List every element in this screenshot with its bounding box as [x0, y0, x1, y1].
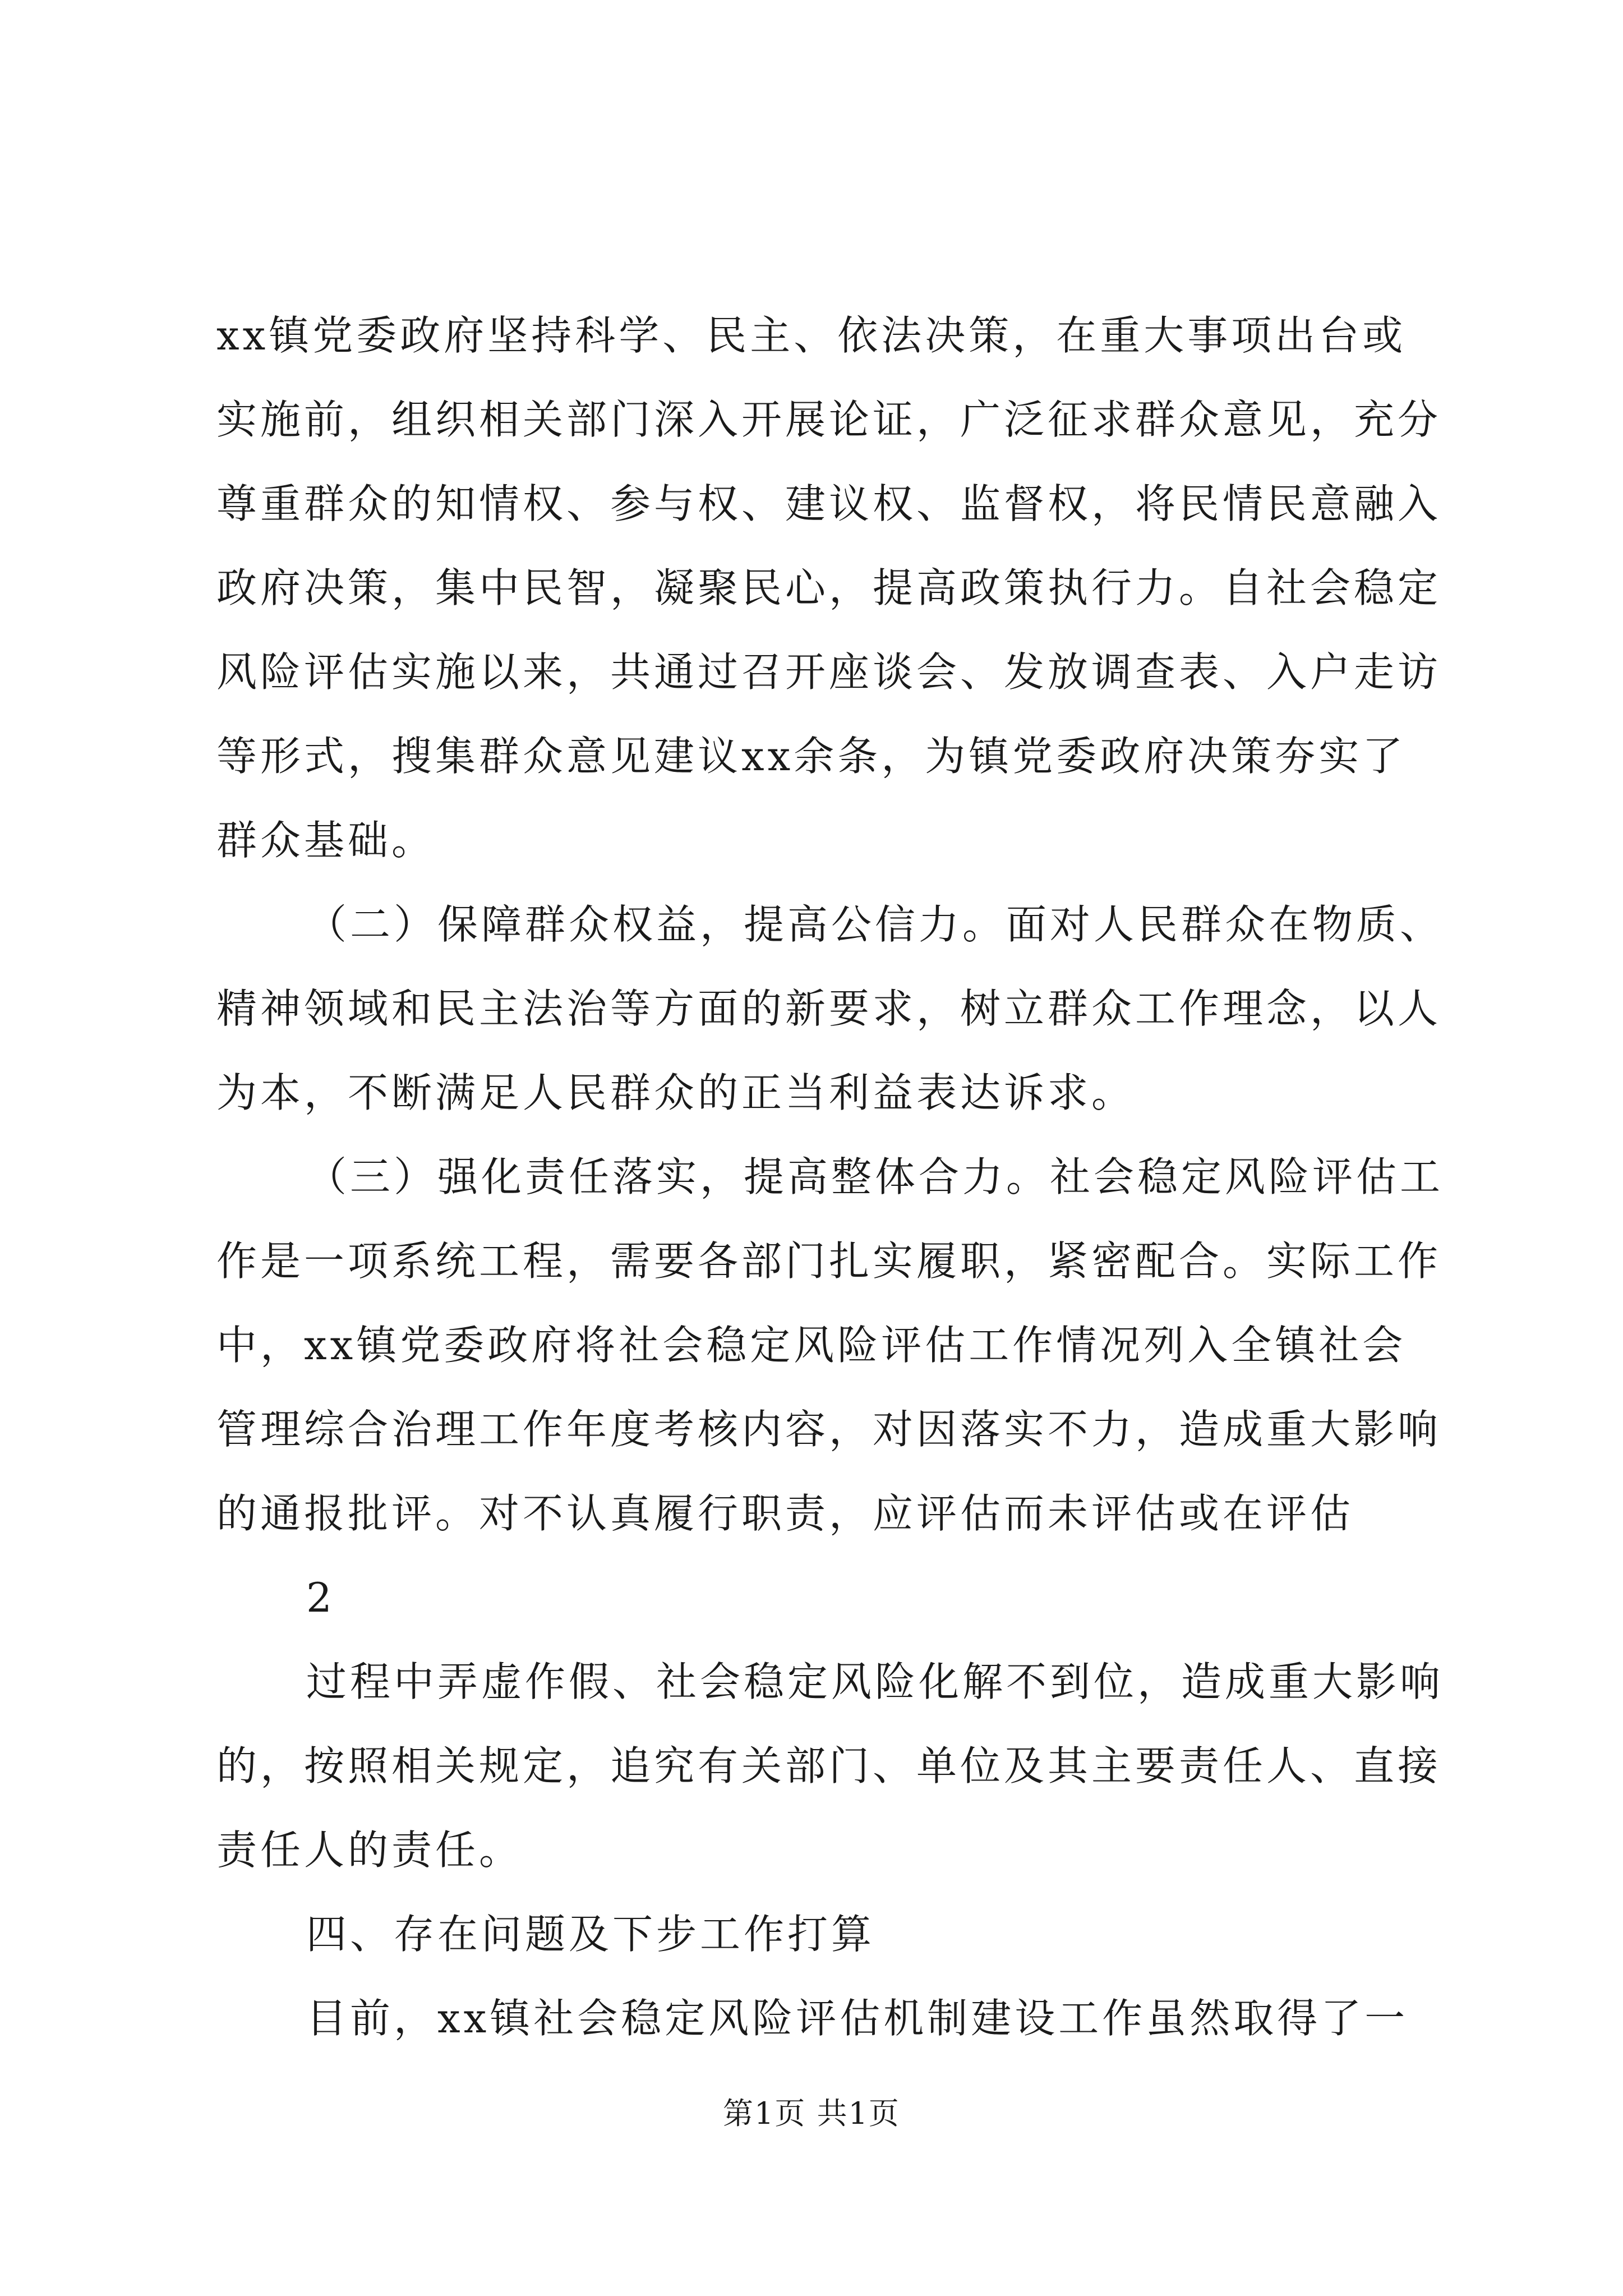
paragraph-line: 管理综合治理工作年度考核内容，对因落实不力，造成重大影响 — [216, 1406, 1442, 1453]
paragraph-line: 群众基础。 — [216, 817, 436, 864]
paragraph-line: 目前，xx镇社会稳定风险评估机制建设工作虽然取得了一 — [306, 1995, 1409, 2042]
paragraph-line: 实施前，组织相关部门深入开展论证，广泛征求群众意见，充分 — [216, 396, 1442, 443]
paragraph-line: 尊重群众的知情权、参与权、建议权、监督权，将民情民意融入 — [216, 480, 1442, 527]
paragraph-line: （二）保障群众权益，提高公信力。面对人民群众在物质、 — [306, 901, 1444, 948]
paragraph-line: 等形式，搜集群众意见建议xx余条，为镇党委政府决策夯实了 — [216, 733, 1407, 780]
paragraph-line: 为本，不断满足人民群众的正当利益表达诉求。 — [216, 1069, 1136, 1116]
section-heading: 四、存在问题及下步工作打算 — [306, 1911, 875, 1958]
paragraph-line: 风险评估实施以来，共通过召开座谈会、发放调查表、入户走访 — [216, 648, 1442, 696]
inline-page-number: 2 — [306, 1574, 332, 1621]
paragraph-line: xx镇党委政府坚持科学、民主、依法决策，在重大事项出台或 — [216, 312, 1407, 359]
paragraph-line: 中，xx镇党委政府将社会稳定风险评估工作情况列入全镇社会 — [216, 1322, 1407, 1369]
paragraph-line: 过程中弄虚作假、社会稳定风险化解不到位，造成重大影响 — [306, 1658, 1444, 1705]
paragraph-line: 政府决策，集中民智，凝聚民心，提高政策执行力。自社会稳定 — [216, 564, 1442, 611]
paragraph-line: 精神领域和民主法治等方面的新要求，树立群众工作理念，以人 — [216, 985, 1442, 1032]
page-footer: 第1页 共1页 — [723, 2096, 900, 2131]
paragraph-line: （三）强化责任落实，提高整体合力。社会稳定风险评估工 — [306, 1153, 1444, 1200]
paragraph-line: 作是一项系统工程，需要各部门扎实履职，紧密配合。实际工作 — [216, 1237, 1442, 1285]
paragraph-line: 的通报批评。对不认真履行职责，应评估而未评估或在评估 — [216, 1490, 1354, 1537]
paragraph-line: 的，按照相关规定，追究有关部门、单位及其主要责任人、直接 — [216, 1742, 1442, 1789]
paragraph-line: 责任人的责任。 — [216, 1826, 523, 1874]
